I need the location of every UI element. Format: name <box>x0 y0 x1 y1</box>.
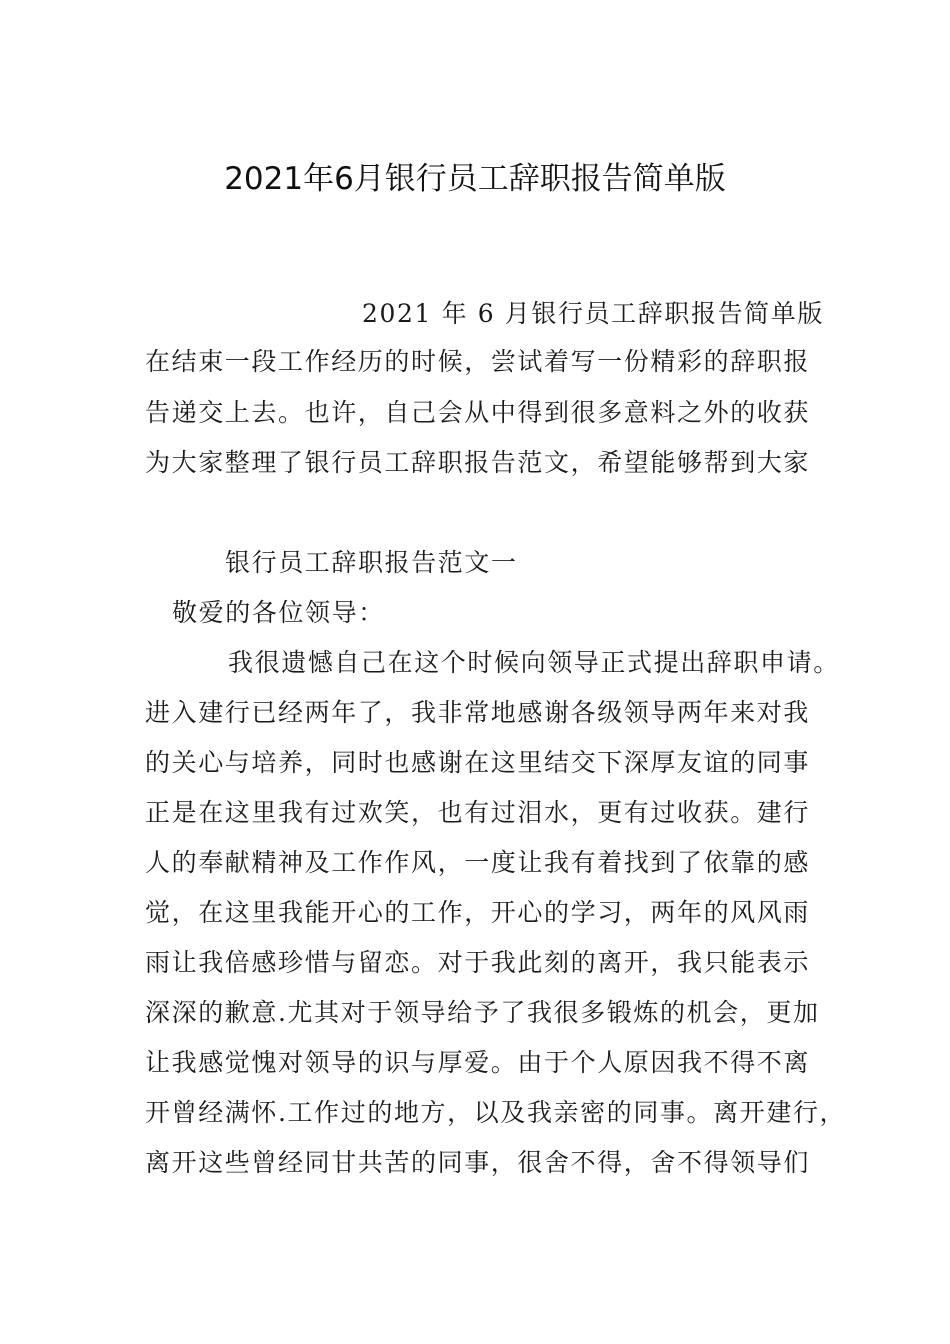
letter-line-1: 我很遗憾自己在这个时候向领导正式提出辞职申请。 <box>228 648 840 677</box>
letter-line-11: 离开这些曾经同甘共苦的同事，很舍不得，舍不得领导们 <box>145 1148 811 1177</box>
letter-line-2: 进入建行已经两年了，我非常地感谢各级领导两年来对我 <box>145 698 811 727</box>
letter-line-9: 让我感觉愧对领导的识与厚爱。由于个人原因我不得不离 <box>145 1048 811 1077</box>
letter-line-8: 深深的歉意.尤其对于领导给予了我很多锻炼的机会，更加 <box>145 998 820 1027</box>
letter-line-6: 觉，在这里我能开心的工作，开心的学习，两年的风风雨 <box>145 898 811 927</box>
intro-line-3: 为大家整理了银行员工辞职报告范文，希望能够帮到大家 <box>145 448 811 477</box>
intro-line-2: 告递交上去。也许，自己会从中得到很多意料之外的收获 <box>145 398 811 427</box>
intro-title-line: 2021 年 6 月银行员工辞职报告简单版 <box>362 299 824 328</box>
letter-line-4: 正是在这里我有过欢笑，也有过泪水，更有过收获。建行 <box>145 798 811 827</box>
letter-line-5: 人的奉献精神及工作作风，一度让我有着找到了依靠的感 <box>145 848 811 877</box>
intro-line-1: 在结束一段工作经历的时候，尝试着写一份精彩的辞职报 <box>145 347 811 376</box>
section-heading: 银行员工辞职报告范文一 <box>225 548 518 577</box>
letter-line-10: 开曾经满怀.工作过的地方，以及我亲密的同事。离开建行， <box>145 1098 847 1127</box>
salutation: 敬爱的各位领导： <box>172 598 385 627</box>
letter-line-3: 的关心与培养，同时也感谢在这里结交下深厚友谊的同事 <box>145 748 811 777</box>
letter-line-7: 雨让我倍感珍惜与留恋。对于我此刻的离开，我只能表示 <box>145 948 811 977</box>
document-title: 2021年6月银行员工辞职报告简单版 <box>224 161 726 197</box>
